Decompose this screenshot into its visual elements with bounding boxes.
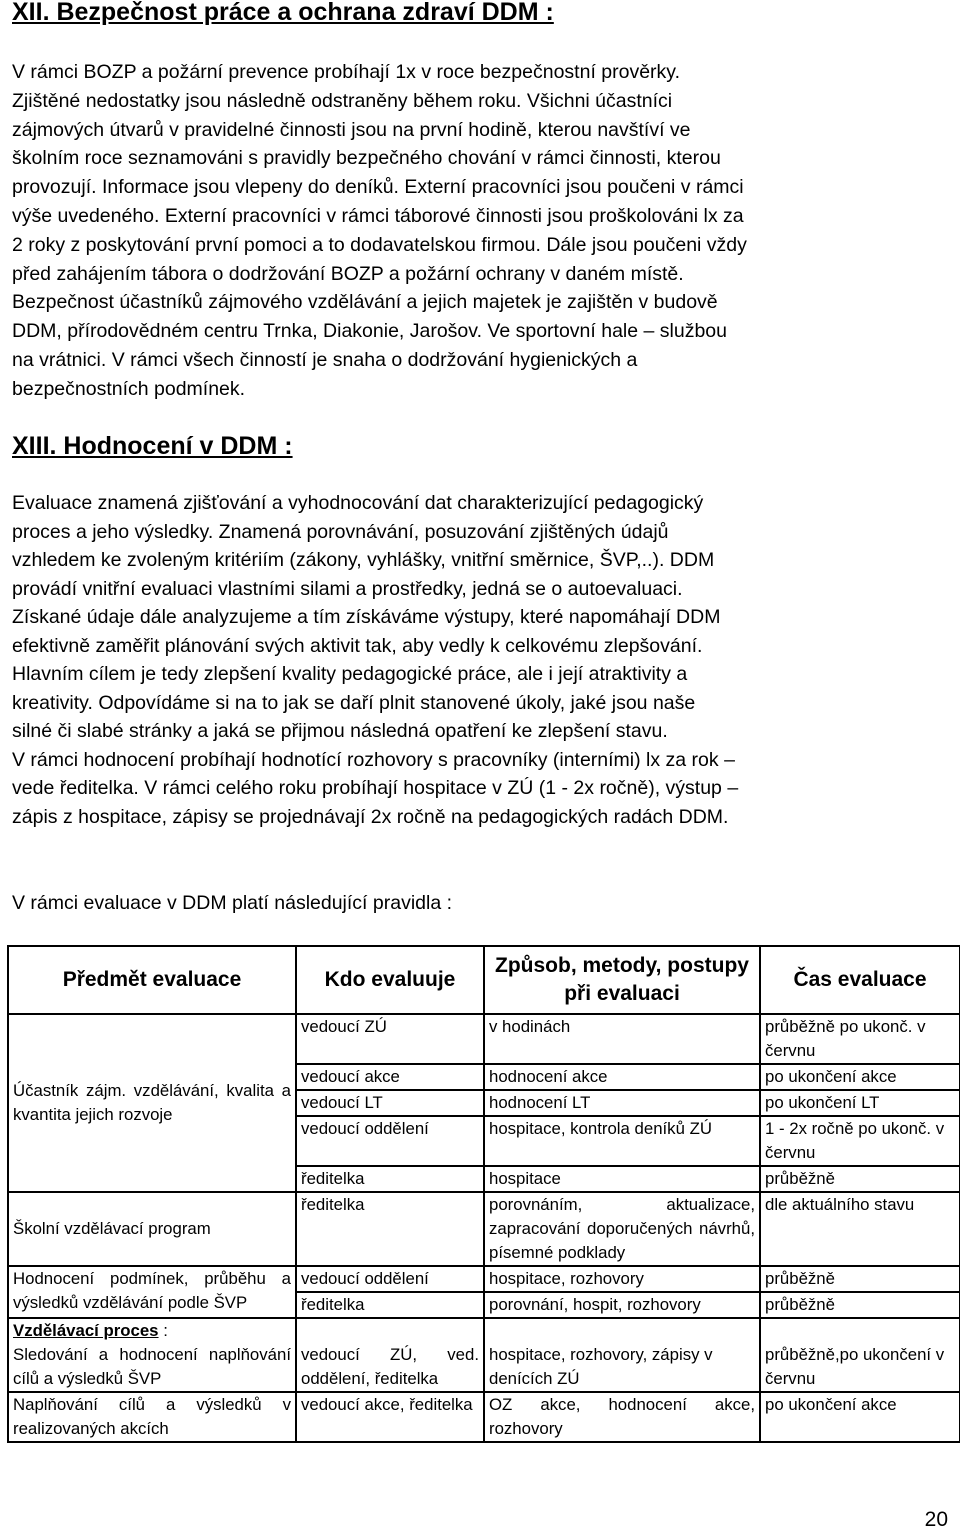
text-line: proces a jeho výsledky. Znamená porovnávání, posuzování zjištěných údajů (12, 520, 669, 543)
section-12-heading: XII. Bezpečnost práce a ochrana zdraví DDM : (12, 0, 554, 26)
text-line: efektivně zaměřit plánování svých aktivit tak, aby vedly k celkovému zlepšování. (12, 634, 703, 657)
table-row (8, 1192, 960, 1266)
subject-cell: Školní vzdělávací program (8, 1192, 296, 1266)
text-line: výše uvedeného. Externí pracovníci v rámci táborové činnosti jsou proškolováni lx za (12, 204, 744, 227)
method-cell: OZ akce, hodnocení akce, rozhovory (484, 1392, 760, 1442)
table-row (8, 1266, 960, 1292)
method-cell: hospitace, kontrola deníků ZÚ (484, 1116, 760, 1166)
time-cell: průběžně po ukonč. v červnu (760, 1014, 960, 1064)
text-line: provádí vnitřní evaluaci vlastními silami a prostředky, jedná se o autoevaluaci. (12, 577, 683, 600)
evaluator-cell: ředitelka (296, 1192, 484, 1266)
evaluator-cell: vedoucí ZÚ (296, 1014, 484, 1064)
method-cell: hospitace, rozhovory (484, 1266, 760, 1292)
time-cell: průběžně (760, 1292, 960, 1318)
evaluation-rules-intro: V rámci evaluace v DDM platí následující pravidla : (12, 892, 453, 914)
evaluator-cell: vedoucí akce (296, 1064, 484, 1090)
section-12-paragraph (12, 58, 948, 404)
text-line: provozují. Informace jsou vlepeny do deníků. Externí pracovníci jsou poučeni v rámci (12, 176, 744, 199)
time-cell: průběžně (760, 1166, 960, 1192)
method-cell: hodnocení LT (484, 1090, 760, 1116)
text-line: před zahájením tábora o dodržování BOZP a požární ochrany v daném místě. (12, 262, 684, 285)
text-line: školním roce seznamováni s pravidly bezpečného chování v rámci činnosti, kterou (12, 147, 721, 170)
text-line: silné či slabé stránky a jaká se přijmou následná opatření ke zlepšení stavu. (12, 720, 668, 742)
header-time: Čas evaluace (760, 946, 960, 1014)
text-line: na vrátnici. V rámci všech činností je snaha o dodržování hygienických a (12, 348, 638, 371)
section-13-paragraph (12, 489, 948, 831)
text-line: V rámci hodnocení probíhají hodnotící rozhovory s pracovníky (interními) lx za rok – (12, 748, 735, 771)
text-line: V rámci BOZP a požární prevence probíhají 1x v roce bezpečnostní prověrky. (12, 61, 681, 83)
evaluator-cell: ředitelka (296, 1292, 484, 1318)
evaluator-cell: vedoucí oddělení (296, 1266, 484, 1292)
process-subject-text: Sledování a hodnocení naplňování cílů a výsledků ŠVP (13, 1345, 291, 1388)
time-cell: po ukončení akce (760, 1064, 960, 1090)
text-line: Hlavním cílem je tedy zlepšení kvality pedagogické práce, ale i její atraktivity a (12, 663, 688, 685)
time-cell: průběžně (760, 1266, 960, 1292)
section-13-heading: XIII. Hodnocení v DDM : (12, 432, 293, 460)
text-line: Evaluace znamená zjišťování a vyhodnocování dat charakterizující pedagogický (12, 492, 704, 514)
header-subject: Předmět evaluace (8, 946, 296, 1014)
method-cell: v hodinách (484, 1014, 760, 1064)
text-line: vzhledem ke zvoleným kritériím (zákony, vyhlášky, vnitřní směrnice, ŠVP,..). DDM (12, 549, 715, 571)
table-row (8, 1014, 960, 1064)
header-evaluator: Kdo evaluuje (296, 946, 484, 1014)
method-cell: hodnocení akce (484, 1064, 760, 1090)
time-cell: po ukončení akce (760, 1392, 960, 1442)
subject-cell: Hodnocení podmínek, průběhu a výsledků vzdělávání podle ŠVP (8, 1266, 296, 1318)
table-header-row (8, 946, 960, 1014)
evaluator-cell: vedoucí akce, ředitelka (296, 1392, 484, 1442)
time-cell: 1 - 2x ročně po ukonč. v červnu (760, 1116, 960, 1166)
text-line: kreativity. Odpovídáme si na to jak se daří plnit stanovené úkoly, jaké jsou naše (12, 691, 696, 714)
evaluator-cell: vedoucí ZÚ, ved. oddělení, ředitelka (296, 1318, 484, 1392)
process-label: Vzdělávací proces (13, 1321, 159, 1340)
evaluation-table (7, 945, 960, 1443)
subject-cell: Naplňování cílů a výsledků v realizovaných akcích (8, 1392, 296, 1442)
time-cell: po ukončení LT (760, 1090, 960, 1116)
text-line: zápis z hospitace, zápisy se projednávají 2x ročně na pedagogických radách DDM. (12, 805, 729, 828)
table-row (8, 1318, 960, 1392)
evaluator-cell: vedoucí LT (296, 1090, 484, 1116)
text-line: 2 roky z poskytování první pomoci a to dodavatelskou firmou. Dále jsou poučeni vždy (12, 233, 747, 256)
method-cell: hospitace (484, 1166, 760, 1192)
text-line: bezpečnostních podmínek. (12, 377, 246, 400)
method-cell: porovnání, hospit, rozhovory (484, 1292, 760, 1318)
text-line: Získané údaje dále analyzujeme a tím získáváme výstupy, které napomáhají DDM (12, 606, 721, 628)
text-line: zájmových útvarů v pravidelné činnosti jsou na první hodině, kterou navštíví ve (12, 118, 691, 141)
text-line: Zjištěné nedostatky jsou následně odstraněny během roku. Všichni účastníci (12, 89, 673, 112)
method-cell: hospitace, rozhovory, zápisy v denících ZÚ (484, 1318, 760, 1392)
subject-cell (8, 1318, 296, 1392)
table-row (8, 1392, 960, 1442)
page-number: 20 (924, 1508, 948, 1531)
subject-cell: Účastník zájm. vzdělávání, kvalita a kvantita jejich rozvoje (8, 1014, 296, 1192)
time-cell: dle aktuálního stavu (760, 1192, 960, 1266)
process-suffix: : (158, 1321, 168, 1340)
evaluator-cell: vedoucí oddělení (296, 1116, 484, 1166)
text-line: DDM, přírodovědném centru Trnka, Diakonie, Jarošov. Ve sportovní hale – službou (12, 320, 727, 343)
text-line: Bezpečnost účastníků zájmového vzdělávání a jejich majetek je zajištěn v budově (12, 291, 718, 314)
text-line: vede ředitelka. V rámci celého roku probíhají hospitace v ZÚ (1 - 2x ročně), výstup – (12, 777, 739, 799)
method-cell: porovnáním, aktualizace, zapracování doporučených návrhů, písemné podklady (484, 1192, 760, 1266)
time-cell: průběžně,po ukončení v červnu (760, 1318, 960, 1392)
evaluator-cell: ředitelka (296, 1166, 484, 1192)
header-method: Způsob, metody, postupy při evaluaci (484, 946, 760, 1014)
